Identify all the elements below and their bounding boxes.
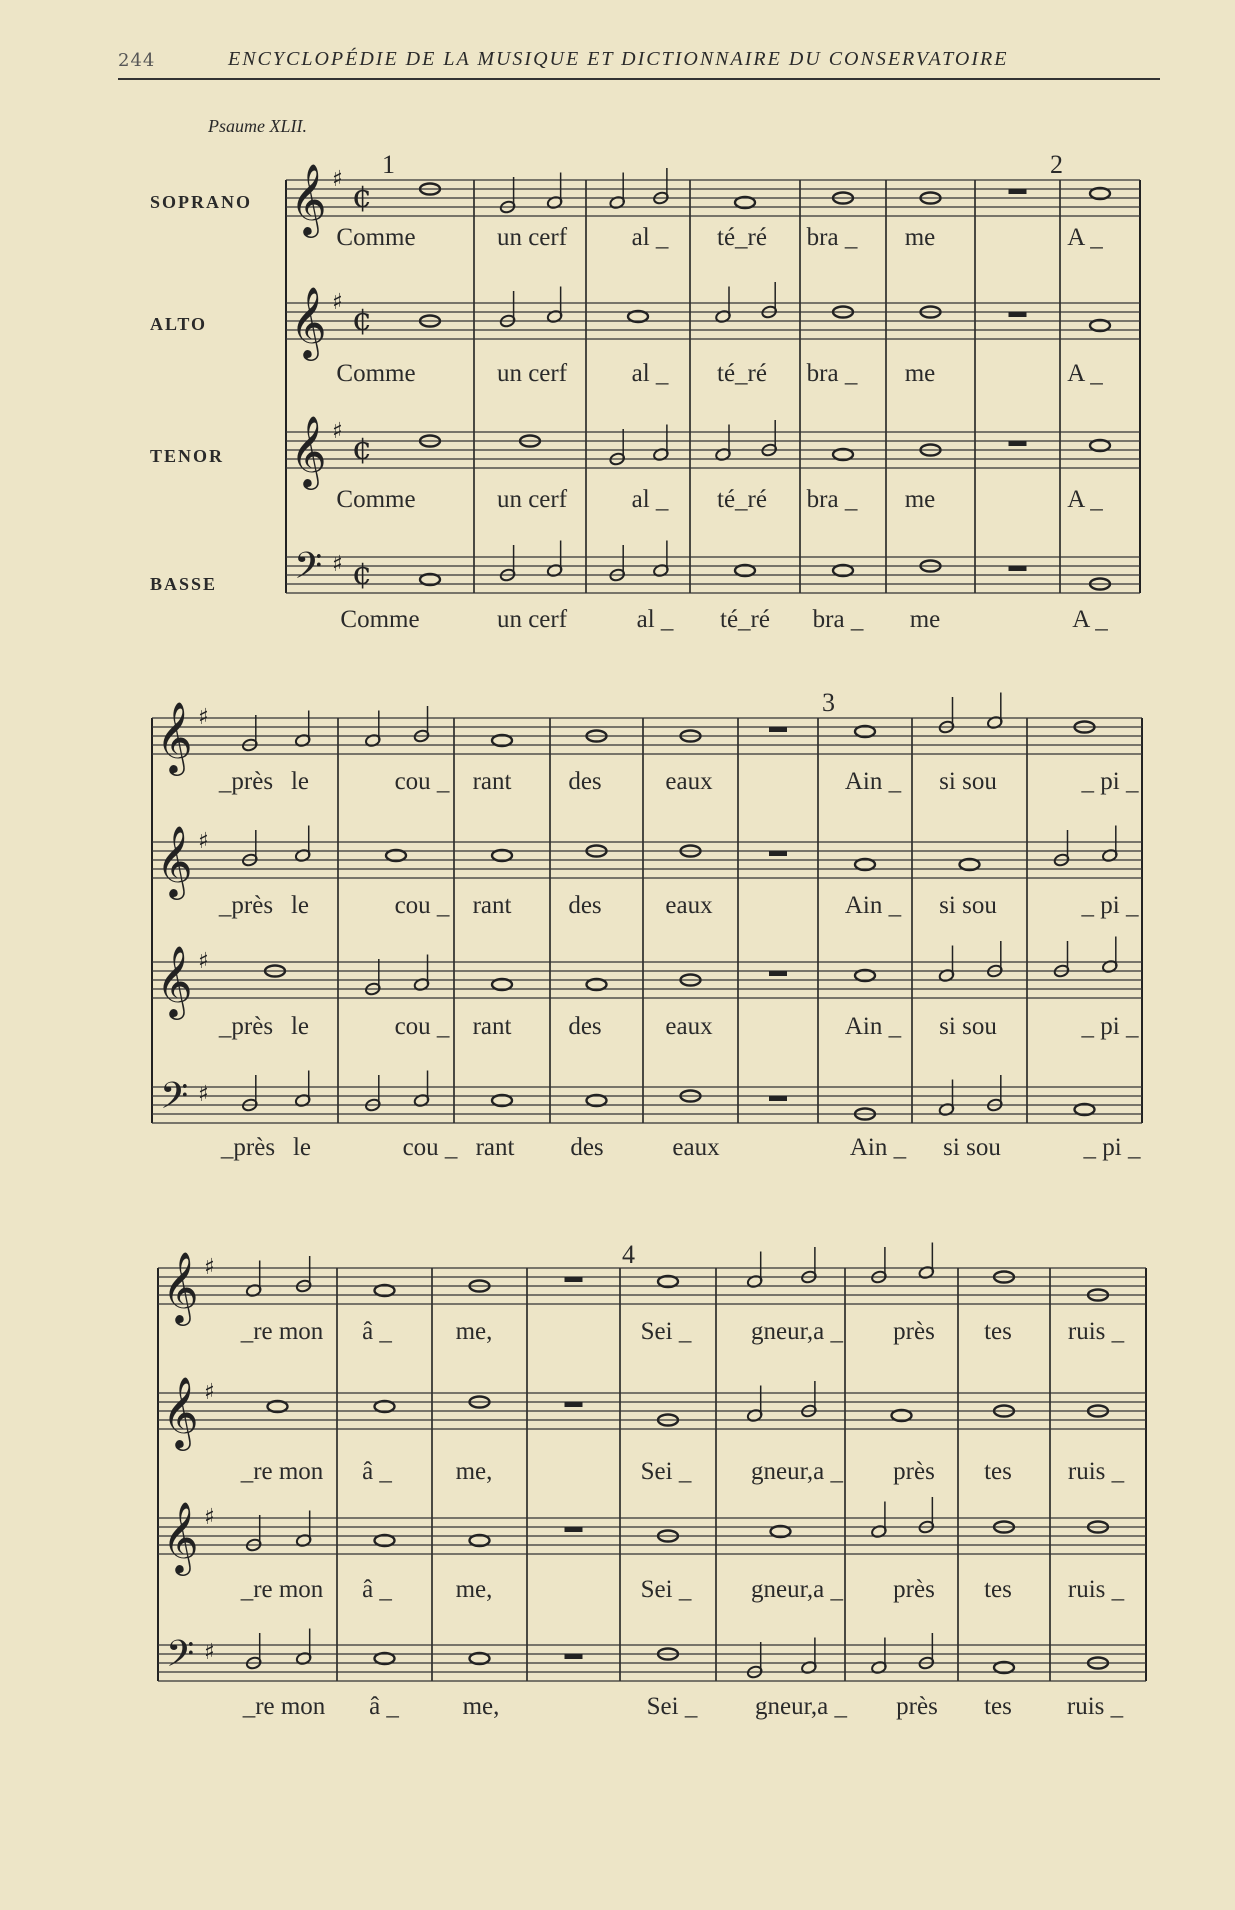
- measure-number: 1: [382, 150, 395, 179]
- lyric-syllable: me,: [462, 1693, 500, 1720]
- lyric-syllable: près: [893, 1576, 935, 1603]
- lyric-syllable: _ pi _: [1083, 1134, 1141, 1161]
- lyric-syllable: eaux: [665, 1013, 713, 1040]
- measure-number: 2: [1050, 150, 1063, 179]
- whole-rest: [1009, 312, 1027, 317]
- lyric-syllable: près: [893, 1318, 935, 1345]
- treble-clef-icon: 𝄞: [156, 700, 193, 773]
- key-signature-sharp-icon: ♯: [332, 552, 343, 577]
- lyric-syllable: Comme: [336, 224, 416, 251]
- lyric-syllable: gneur,a _: [750, 1458, 844, 1485]
- bass-clef-icon: 𝄢: [294, 545, 323, 596]
- lyric-syllable: _près: [220, 1134, 276, 1161]
- lyric-syllable: cou _: [402, 1134, 458, 1161]
- lyric-syllable: A _: [1067, 224, 1103, 251]
- lyric-syllable: Sei _: [640, 1458, 692, 1485]
- lyric-syllable: â _: [369, 1693, 399, 1720]
- lyric-syllable: me: [909, 606, 941, 633]
- lyric-syllable: A _: [1067, 486, 1103, 513]
- lyric-syllable: près: [893, 1458, 935, 1485]
- voice-label-soprano: SOPRANO: [150, 192, 253, 212]
- lyric-syllable: des: [568, 892, 602, 919]
- lyric-syllable: gneur,a _: [750, 1576, 844, 1603]
- whole-rest: [1009, 189, 1027, 194]
- key-signature-sharp-icon: ♯: [204, 1380, 215, 1405]
- key-signature-sharp-icon: ♯: [204, 1255, 215, 1280]
- lyric-syllable: me: [904, 360, 936, 387]
- psalm-title: Psaume XLII.: [208, 116, 307, 136]
- lyric-syllable: al _: [631, 360, 669, 387]
- key-signature-sharp-icon: ♯: [332, 167, 343, 192]
- lyric-syllable: rant: [475, 1134, 515, 1161]
- lyric-syllable: eaux: [672, 1134, 720, 1161]
- lyric-syllable: Sei _: [640, 1576, 692, 1603]
- key-signature-sharp-icon: ♯: [198, 949, 209, 974]
- lyric-syllable: Sei _: [646, 1693, 698, 1720]
- lyric-syllable: â _: [362, 1318, 392, 1345]
- lyric-syllable: _re mon: [240, 1458, 324, 1485]
- lyric-syllable: Sei _: [640, 1318, 692, 1345]
- treble-clef-icon: 𝄞: [162, 1500, 199, 1573]
- key-signature-sharp-icon: ♯: [198, 829, 209, 854]
- lyric-syllable: _près: [218, 1013, 274, 1040]
- lyric-syllable: tes: [984, 1693, 1012, 1720]
- lyric-syllable: Comme: [336, 486, 416, 513]
- bass-clef-icon: 𝄢: [160, 1075, 189, 1126]
- voice-label-tenor: TENOR: [150, 446, 225, 466]
- lyric-syllable: _ pi _: [1081, 1013, 1139, 1040]
- lyric-syllable: me,: [455, 1318, 493, 1345]
- lyric-syllable: gneur,a _: [754, 1693, 848, 1720]
- whole-rest: [769, 1096, 787, 1101]
- lyric-syllable: al _: [636, 606, 674, 633]
- treble-clef-icon: 𝄞: [162, 1375, 199, 1448]
- lyric-syllable: rant: [472, 1013, 512, 1040]
- lyric-syllable: rant: [472, 892, 512, 919]
- key-signature-sharp-icon: ♯: [204, 1505, 215, 1530]
- bass-clef-icon: 𝄢: [166, 1633, 195, 1684]
- lyric-syllable: me,: [455, 1458, 493, 1485]
- lyric-syllable: té_ré: [717, 486, 767, 513]
- lyric-syllable: Ain _: [844, 1013, 902, 1040]
- lyric-syllable: le: [292, 1134, 312, 1161]
- lyric-syllable: me: [904, 486, 936, 513]
- treble-clef-icon: 𝄞: [162, 1250, 199, 1323]
- cut-time-icon: ¢: [352, 300, 373, 338]
- lyric-syllable: ruis _: [1067, 1458, 1125, 1485]
- whole-rest: [769, 971, 787, 976]
- lyric-syllable: si sou: [939, 1013, 997, 1040]
- lyric-syllable: si sou: [943, 1134, 1001, 1161]
- lyric-syllable: cou _: [394, 892, 450, 919]
- whole-rest: [1009, 566, 1027, 571]
- lyric-syllable: _re mon: [240, 1318, 324, 1345]
- lyric-syllable: _près: [218, 892, 274, 919]
- lyric-syllable: Ain _: [844, 892, 902, 919]
- lyric-syllable: rant: [472, 768, 512, 795]
- lyric-syllable: tes: [984, 1318, 1012, 1345]
- lyric-syllable: _re mon: [240, 1576, 324, 1603]
- lyric-syllable: _ pi _: [1081, 768, 1139, 795]
- key-signature-sharp-icon: ♯: [332, 290, 343, 315]
- treble-clef-icon: 𝄞: [156, 944, 193, 1017]
- treble-clef-icon: 𝄞: [290, 285, 327, 358]
- lyric-syllable: té_ré: [717, 360, 767, 387]
- lyric-syllable: bra _: [806, 360, 858, 387]
- lyric-syllable: _près: [218, 768, 274, 795]
- page-number: 244: [118, 50, 156, 71]
- lyric-syllable: cou _: [394, 1013, 450, 1040]
- lyric-syllable: des: [568, 1013, 602, 1040]
- lyric-syllable: un cerf: [496, 360, 568, 387]
- lyric-syllable: le: [290, 768, 310, 795]
- whole-rest: [769, 727, 787, 732]
- lyric-syllable: près: [896, 1693, 938, 1720]
- whole-rest: [1009, 441, 1027, 446]
- lyric-syllable: bra _: [812, 606, 864, 633]
- lyric-syllable: me: [904, 224, 936, 251]
- lyric-syllable: al _: [631, 486, 669, 513]
- lyric-syllable: bra _: [806, 224, 858, 251]
- whole-rest: [769, 851, 787, 856]
- lyric-syllable: un cerf: [496, 606, 568, 633]
- lyric-syllable: â _: [362, 1576, 392, 1603]
- lyric-syllable: tes: [984, 1576, 1012, 1603]
- lyric-syllable: té_ré: [717, 224, 767, 251]
- running-title: ENCYCLOPÉDIE DE LA MUSIQUE ET DICTIONNAIRE DU CONSERVATOIRE: [228, 48, 1009, 70]
- whole-rest: [565, 1654, 583, 1659]
- lyric-syllable: ruis _: [1066, 1693, 1124, 1720]
- lyric-syllable: té_ré: [720, 606, 770, 633]
- measure-number: 3: [822, 688, 835, 717]
- lyric-syllable: Ain _: [849, 1134, 907, 1161]
- lyric-syllable: des: [570, 1134, 604, 1161]
- lyric-syllable: A _: [1067, 360, 1103, 387]
- cut-time-icon: ¢: [352, 429, 373, 467]
- lyric-syllable: si sou: [939, 768, 997, 795]
- lyric-syllable: A _: [1072, 606, 1108, 633]
- whole-rest: [565, 1402, 583, 1407]
- lyric-syllable: le: [290, 892, 310, 919]
- key-signature-sharp-icon: ♯: [198, 705, 209, 730]
- treble-clef-icon: 𝄞: [290, 414, 327, 487]
- lyric-syllable: le: [290, 1013, 310, 1040]
- lyric-syllable: un cerf: [496, 486, 568, 513]
- cut-time-icon: ¢: [352, 554, 373, 592]
- voice-label-basse: BASSE: [150, 574, 218, 594]
- lyric-syllable: des: [568, 768, 602, 795]
- lyric-syllable: tes: [984, 1458, 1012, 1485]
- lyric-syllable: eaux: [665, 892, 713, 919]
- lyric-syllable: _ pi _: [1081, 892, 1139, 919]
- lyric-syllable: al _: [631, 224, 669, 251]
- measure-number: 4: [622, 1240, 635, 1269]
- treble-clef-icon: 𝄞: [156, 824, 193, 897]
- lyric-syllable: Comme: [336, 360, 416, 387]
- lyric-syllable: bra _: [806, 486, 858, 513]
- key-signature-sharp-icon: ♯: [198, 1082, 209, 1107]
- whole-rest: [565, 1527, 583, 1532]
- lyric-syllable: â _: [362, 1458, 392, 1485]
- voice-label-alto: ALTO: [150, 314, 208, 334]
- lyric-syllable: ruis _: [1067, 1318, 1125, 1345]
- lyric-syllable: me,: [455, 1576, 493, 1603]
- whole-rest: [565, 1277, 583, 1282]
- lyric-syllable: _re mon: [242, 1693, 326, 1720]
- lyric-syllable: Ain _: [844, 768, 902, 795]
- lyric-syllable: si sou: [939, 892, 997, 919]
- cut-time-icon: ¢: [352, 177, 373, 215]
- key-signature-sharp-icon: ♯: [204, 1640, 215, 1665]
- lyric-syllable: cou _: [394, 768, 450, 795]
- lyric-syllable: gneur,a _: [750, 1318, 844, 1345]
- treble-clef-icon: 𝄞: [290, 162, 327, 235]
- key-signature-sharp-icon: ♯: [332, 419, 343, 444]
- lyric-syllable: eaux: [665, 768, 713, 795]
- lyric-syllable: Comme: [340, 606, 420, 633]
- lyric-syllable: un cerf: [496, 224, 568, 251]
- lyric-syllable: ruis _: [1067, 1576, 1125, 1603]
